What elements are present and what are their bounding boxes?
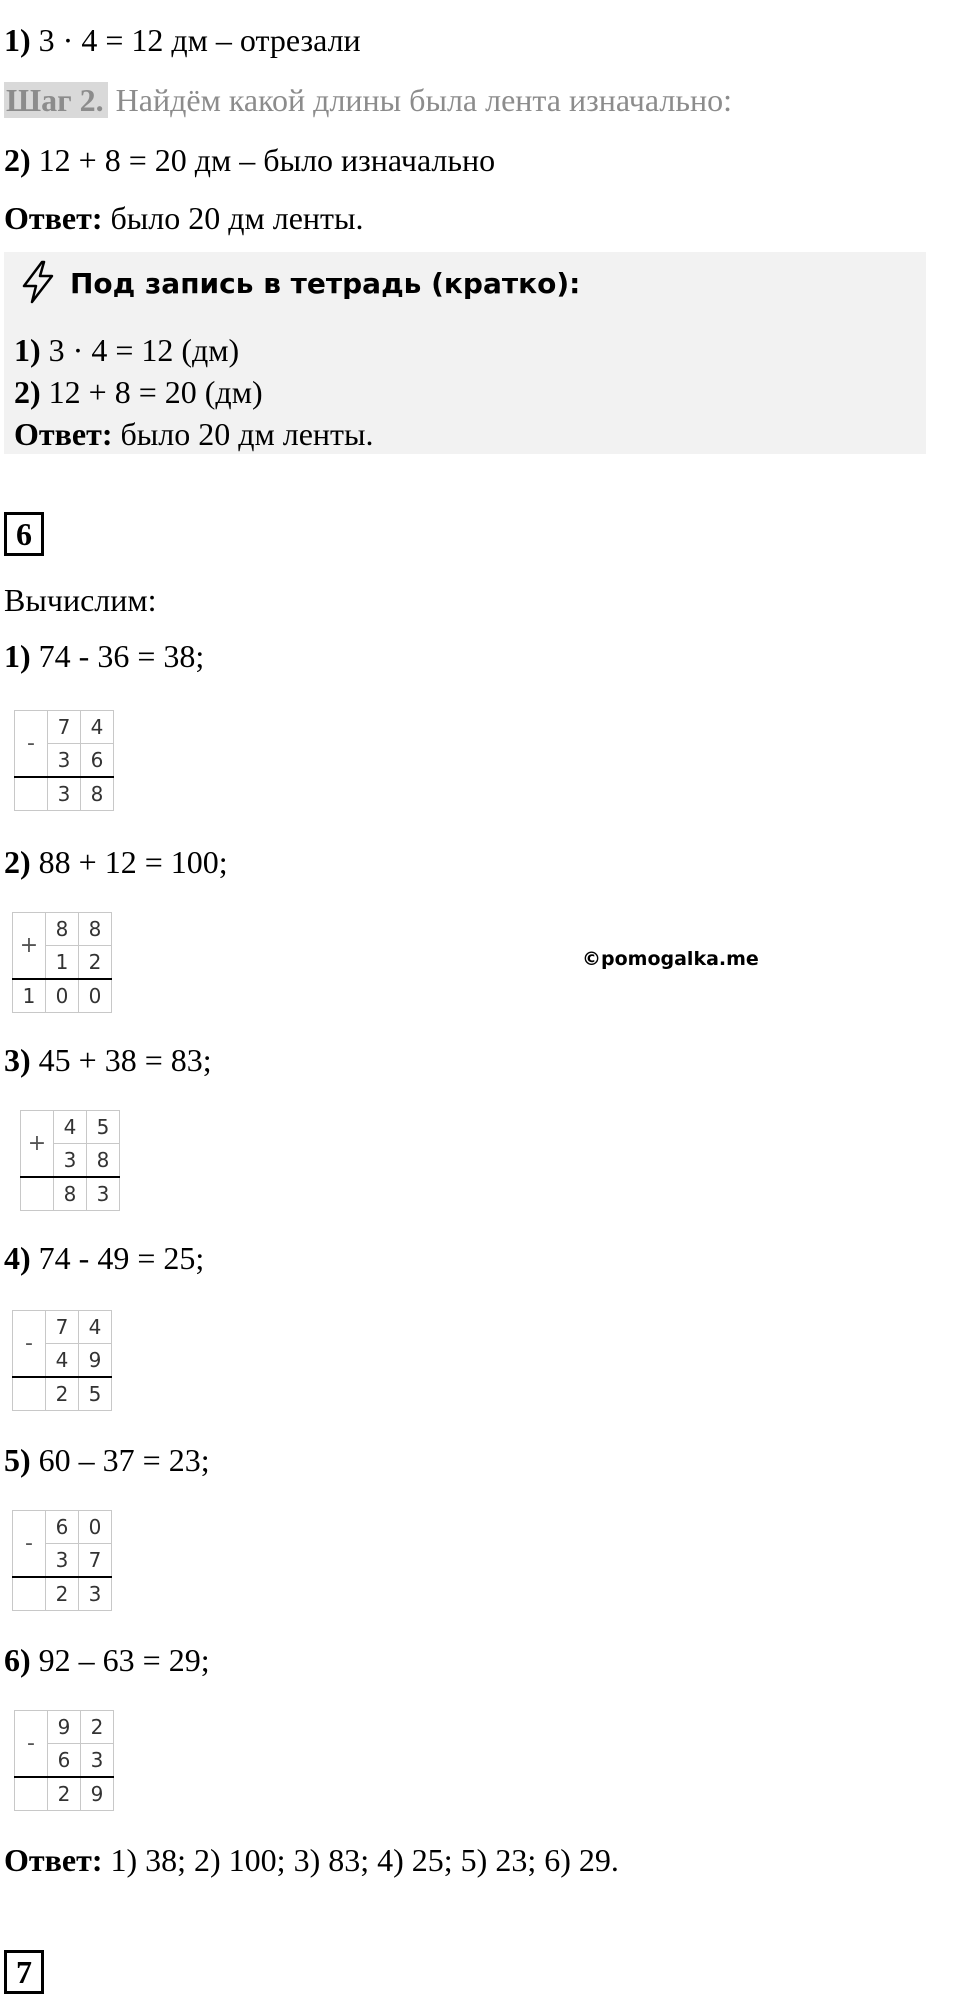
column-calc-3 xyxy=(20,1110,120,1211)
step-label: Шаг 2. xyxy=(4,82,108,118)
digit: 9 xyxy=(48,1711,81,1744)
operator-sign: - xyxy=(13,1311,46,1378)
calc-line-2 xyxy=(4,842,228,882)
digit: 3 xyxy=(48,777,81,811)
digit: 6 xyxy=(48,1744,81,1778)
digit: 0 xyxy=(79,1511,112,1544)
answer-line xyxy=(4,198,364,238)
digit: 2 xyxy=(81,1711,114,1744)
answer-text: 1) 38; 2) 100; 3) 83; 4) 25; 5) 23; 6) 29. xyxy=(102,1842,619,1878)
digit: 3 xyxy=(54,1144,87,1178)
digit: 3 xyxy=(48,744,81,778)
line-number: 2) xyxy=(14,374,41,410)
digit xyxy=(13,1577,46,1611)
digit: 3 xyxy=(46,1544,79,1578)
task-number-7: 7 xyxy=(4,1950,44,1994)
line-text: 12 + 8 = 20 дм – было изначально xyxy=(30,142,496,178)
answer-text: было 20 дм ленты. xyxy=(102,200,364,236)
digit xyxy=(15,777,48,811)
digit: 6 xyxy=(81,744,114,778)
notebook-note-box xyxy=(4,252,926,454)
task-number-6: 6 xyxy=(4,512,44,556)
digit: 2 xyxy=(46,1377,79,1411)
task-intro: Вычислим: xyxy=(4,582,157,618)
digit: 5 xyxy=(79,1377,112,1411)
digit: 9 xyxy=(81,1777,114,1811)
calc-line-5 xyxy=(4,1440,210,1480)
note-title: Под запись в тетрадь (кратко): xyxy=(70,267,581,300)
digit: 3 xyxy=(81,1744,114,1778)
line-number: 1) xyxy=(4,638,31,674)
digit xyxy=(15,1777,48,1811)
digit: 8 xyxy=(87,1144,120,1178)
digit: 1 xyxy=(46,946,79,980)
digit: 1 xyxy=(13,979,46,1013)
answer-label: Ответ: xyxy=(14,416,113,452)
column-calc-5 xyxy=(12,1510,112,1611)
digit: 3 xyxy=(87,1177,120,1211)
operator-sign: + xyxy=(21,1111,54,1178)
column-calc-1 xyxy=(14,710,114,811)
task-6-answer xyxy=(4,1840,619,1880)
digit: 3 xyxy=(79,1577,112,1611)
step-text: Найдём какой длины была лента изначально: xyxy=(107,82,732,118)
operator-sign: - xyxy=(13,1511,46,1578)
digit: 2 xyxy=(46,1577,79,1611)
column-calc-4 xyxy=(12,1310,112,1411)
digit: 7 xyxy=(46,1311,79,1344)
line-number: 1) xyxy=(4,22,31,58)
line-number: 2) xyxy=(4,142,31,178)
digit: 0 xyxy=(79,979,112,1013)
line-text: 74 - 36 = 38; xyxy=(30,638,205,674)
digit: 0 xyxy=(46,979,79,1013)
digit: 4 xyxy=(79,1311,112,1344)
note-line-2 xyxy=(14,372,263,412)
line-number: 2) xyxy=(4,844,31,880)
digit: 4 xyxy=(54,1111,87,1144)
answer-label: Ответ: xyxy=(4,200,103,236)
line-text: 74 - 49 = 25; xyxy=(30,1240,205,1276)
digit: 8 xyxy=(81,777,114,811)
digit: 4 xyxy=(46,1344,79,1378)
calc-line-4 xyxy=(4,1238,204,1278)
calc-line-1 xyxy=(4,636,204,676)
digit: 2 xyxy=(79,946,112,980)
digit: 2 xyxy=(48,1777,81,1811)
line-text: 3 · 4 = 12 дм – отрезали xyxy=(30,22,361,58)
operator-sign: - xyxy=(15,711,48,778)
calc-line-3 xyxy=(4,1040,212,1080)
column-calc-2 xyxy=(12,912,112,1013)
line-number: 3) xyxy=(4,1042,31,1078)
calc-line-6 xyxy=(4,1640,210,1680)
column-calc-6 xyxy=(14,1710,114,1811)
line-text: 3 · 4 = 12 (дм) xyxy=(40,332,240,368)
line-number: 6) xyxy=(4,1642,31,1678)
digit xyxy=(13,1377,46,1411)
line-text: 12 + 8 = 20 (дм) xyxy=(40,374,263,410)
solution-line-2 xyxy=(4,140,495,180)
note-answer xyxy=(14,414,374,454)
lightning-icon xyxy=(14,258,62,306)
digit: 7 xyxy=(79,1544,112,1578)
operator-sign: + xyxy=(13,913,46,980)
operator-sign: - xyxy=(15,1711,48,1778)
digit: 8 xyxy=(79,913,112,946)
line-text: 88 + 12 = 100; xyxy=(30,844,228,880)
line-text: 60 – 37 = 23; xyxy=(30,1442,210,1478)
site-watermark: ©pomogalka.me xyxy=(582,948,759,970)
digit: 8 xyxy=(46,913,79,946)
digit: 7 xyxy=(48,711,81,744)
answer-label: Ответ: xyxy=(4,1842,103,1878)
digit: 4 xyxy=(81,711,114,744)
line-text: 45 + 38 = 83; xyxy=(30,1042,212,1078)
step-2-heading xyxy=(4,80,732,120)
line-text: 92 – 63 = 29; xyxy=(30,1642,210,1678)
digit: 9 xyxy=(79,1344,112,1378)
note-line-1 xyxy=(14,330,239,370)
answer-text: было 20 дм ленты. xyxy=(112,416,374,452)
digit: 6 xyxy=(46,1511,79,1544)
line-number: 4) xyxy=(4,1240,31,1276)
digit xyxy=(21,1177,54,1211)
digit: 5 xyxy=(87,1111,120,1144)
solution-line-1 xyxy=(4,20,361,60)
digit: 8 xyxy=(54,1177,87,1211)
line-number: 1) xyxy=(14,332,41,368)
line-number: 5) xyxy=(4,1442,31,1478)
